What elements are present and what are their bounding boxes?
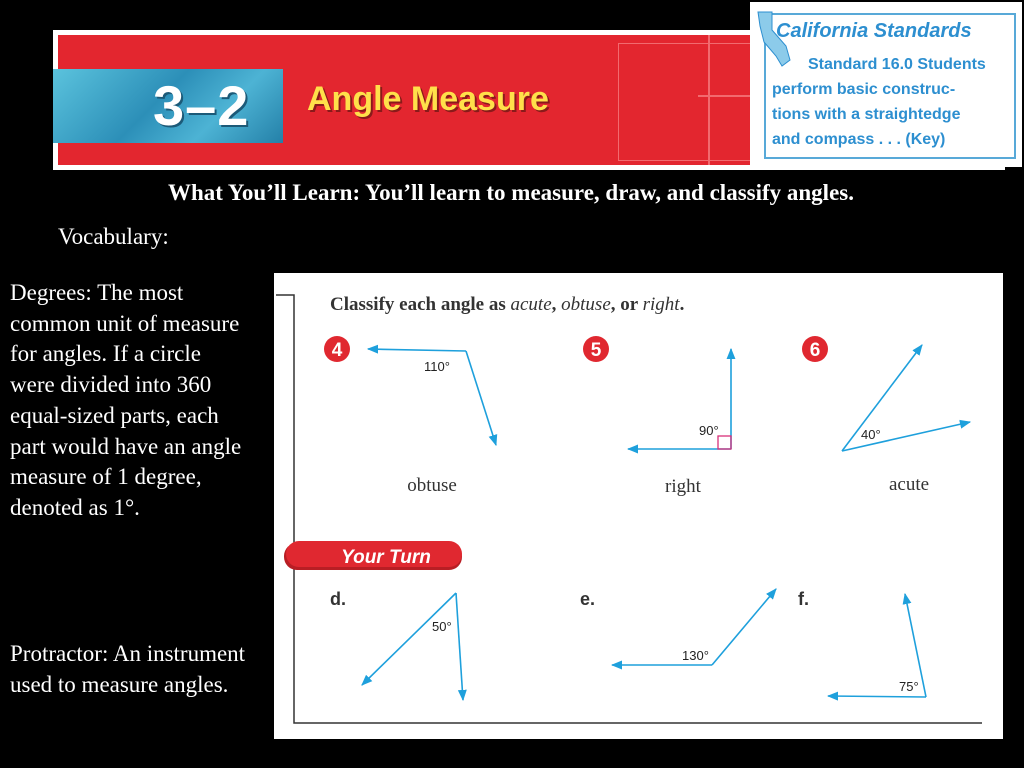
- example-number: 4: [331, 340, 343, 361]
- angle-measure: 75°: [899, 679, 919, 694]
- exercise-f: [798, 589, 926, 697]
- exercise-e: [580, 589, 776, 665]
- lesson-title: Angle Measure: [307, 80, 549, 118]
- angle-examples-figure: [274, 273, 1003, 739]
- angle-ray: [712, 589, 776, 665]
- answer-text: obtuse: [407, 475, 457, 496]
- frame-line: [276, 295, 982, 723]
- angle-ray: [456, 593, 463, 700]
- standards-line: perform basic construc-: [772, 81, 956, 98]
- your-turn-banner: [284, 541, 462, 570]
- example-6: [802, 336, 970, 495]
- angle-ray: [466, 351, 496, 445]
- standards-line: and compass . . . (Key): [772, 131, 946, 148]
- standards-line: tions with a straightedge: [772, 106, 961, 123]
- answer-text: acute: [888, 474, 930, 495]
- exercise-letter: f.: [798, 589, 809, 609]
- example-4: [324, 336, 496, 496]
- angle-measure: 40°: [861, 427, 881, 442]
- example-number: 5: [590, 340, 602, 361]
- exercise-d: [330, 589, 463, 700]
- protractor-definition: Protractor: An instrument used to measure angles.: [10, 641, 246, 697]
- angle-ray: [828, 696, 926, 697]
- your-turn-label: Your Turn: [341, 547, 431, 568]
- exercise-letter: e.: [580, 589, 596, 609]
- textbook-figure: [274, 273, 1003, 739]
- right-angle-mark: [718, 436, 731, 449]
- angle-measure: 130°: [682, 648, 709, 663]
- lesson-number: 3–2: [153, 74, 250, 137]
- angle-measure: 110°: [424, 359, 450, 374]
- example-5: [583, 336, 731, 497]
- vocabulary-label: Vocabulary:: [58, 224, 169, 249]
- example-number: 6: [809, 340, 821, 361]
- learning-objective-text: What You’ll Learn: You’ll learn to measure, draw, and classify angles.: [168, 180, 854, 205]
- angle-ray: [362, 593, 456, 685]
- angle-measure: 50°: [432, 619, 452, 634]
- standards-title: California Standards: [776, 20, 972, 42]
- angle-measure: 90°: [699, 423, 719, 438]
- standards-text: [772, 52, 1012, 152]
- learning-objective: [0, 180, 1024, 206]
- standards-line: Standard 16.0 Students: [808, 56, 986, 73]
- angle-ray: [368, 349, 466, 351]
- instruction-text: Classify each angle as acute, obtuse, or right.: [330, 294, 685, 315]
- answer-text: right: [665, 476, 701, 497]
- degrees-definition: Degrees: The most common unit of measure for angles. If a circle were divided into 360 equal-sized parts, each part would have an angle measure of 1 degree, denoted as 1°.: [10, 280, 242, 520]
- exercise-letter: d.: [330, 589, 346, 609]
